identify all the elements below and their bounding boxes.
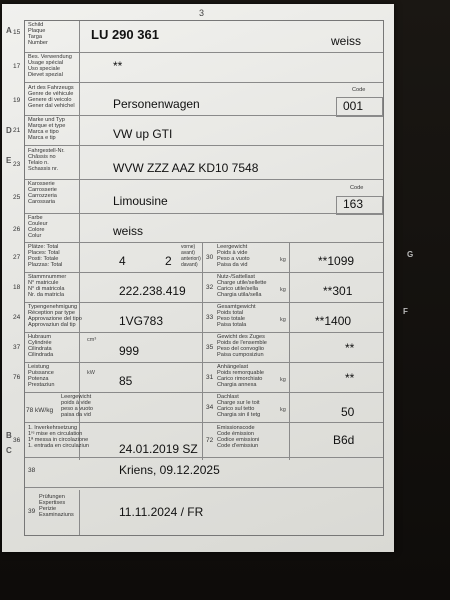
- make-model-label: Marke und Typ Marque et type Marca e tipo Marca e tip: [28, 117, 66, 141]
- seats-total: 4: [119, 254, 126, 268]
- vehicle-type-code: 001: [343, 99, 364, 113]
- unit-kg: kg: [280, 407, 286, 413]
- make-model-value: VW up GTI: [113, 127, 173, 141]
- seats-label: Plätze: Total Places: Total Posti: Totale Plazzas: Total: [28, 244, 63, 268]
- field-number: 26: [13, 226, 21, 233]
- color-label: Farbe Couleur Colore Colur: [28, 215, 48, 239]
- seats-front: 2: [165, 254, 172, 268]
- payload-label: Nutz-/Sattellast Charge utile/sellette Carico utile/sella Chargia utila/sella: [217, 274, 267, 298]
- form-grid: [13, 20, 384, 536]
- empty-weight-value: **1099: [318, 254, 355, 268]
- field-number: 36: [13, 437, 21, 444]
- roof-load-value: 50: [341, 405, 355, 419]
- unit-kw: kW: [87, 370, 95, 376]
- vehicle-type-value: Personenwagen: [113, 97, 200, 111]
- roof-load-label: Dachlast Charge sur le toit Carico sul tetto Chargia sin il tetg: [217, 394, 261, 418]
- field-number: 39: [28, 508, 36, 515]
- body-type-label: Karosserie Carrosserie Carrozzeria Carossaria: [28, 181, 57, 205]
- field-number: 35: [206, 344, 214, 351]
- field-number: 72: [206, 437, 214, 444]
- type-approval-value: 1VG783: [119, 314, 164, 328]
- field-number: 37: [13, 344, 21, 351]
- plate-color: weiss: [331, 34, 362, 48]
- field-number: 24: [13, 314, 21, 321]
- field-number: 25: [13, 194, 21, 201]
- payload-value: **301: [323, 284, 353, 298]
- color-value: weiss: [113, 224, 144, 238]
- towing-load-label: Anhängelast Poids remorquable Carico rimorchiato Chargia annexa: [217, 364, 264, 388]
- master-number-value: 222.238.419: [119, 284, 186, 298]
- field-number: 31: [206, 374, 214, 381]
- inspections-label: Prüfungen Expertises Perizie Examinaziuns: [39, 494, 74, 518]
- vehicle-type-code-label: Code: [352, 87, 366, 93]
- unit-kg: kg: [280, 317, 286, 323]
- power-weight-empty-label: Leergewicht poids à vide peso a vuoto paisa da vid: [61, 394, 94, 418]
- margin-letter-e: E: [6, 156, 12, 165]
- total-weight-value: **1400: [315, 314, 352, 328]
- train-weight-value: **: [345, 341, 355, 355]
- field-number: 15: [13, 29, 21, 36]
- displacement-value: 999: [119, 344, 140, 358]
- field-number: 21: [13, 127, 21, 134]
- plate-field-label: Schild Plaque Targa Number: [28, 22, 48, 46]
- emission-code-label: Emissionscode Code émission Codice emissioni Code d'emissiun: [217, 425, 260, 449]
- margin-letter-g: G: [407, 250, 414, 259]
- body-type-value: Limousine: [113, 194, 168, 208]
- body-type-code-label: Code: [350, 185, 364, 191]
- empty-weight-label: Leergewicht Poids à vide Peso a vuoto Paisa da vid: [217, 244, 250, 268]
- issue-place-date: Kriens, 09.12.2025: [119, 463, 220, 477]
- total-weight-label: Gesamtgewicht Poids total Peso totale Paisa totala: [217, 304, 256, 328]
- field-number: 30: [206, 254, 214, 261]
- field-number: 27: [13, 254, 21, 261]
- field-number: 33: [206, 314, 214, 321]
- vehicle-type-label: Art des Fahrzeugs Genre de véhicule Genere di veicolo Gener dal vehichel: [28, 85, 75, 109]
- field-number: 17: [13, 63, 21, 70]
- field-number: 18: [13, 284, 21, 291]
- unit-kg: kg: [280, 377, 286, 383]
- margin-letter-c: C: [6, 446, 12, 455]
- master-number-label: Stammnummer N° matricule N° di matricola Nr. da matricla: [28, 274, 67, 298]
- first-registration-label: 1. Inverkehrsetzung 1ʳᵉ mise en circulation 1ª messa in circolazione 1. entrada en circulaziun: [28, 425, 89, 449]
- unit-kg: kg: [280, 287, 286, 293]
- margin-letter-a: A: [6, 26, 12, 35]
- type-approval-label: Typengenehmigung Réception par type Approvazione del tipo Approvaziun dal tip: [28, 304, 82, 328]
- chassis-number: WVW ZZZ AAZ KD10 7548: [113, 161, 259, 175]
- field-number: 32: [206, 284, 214, 291]
- vehicle-registration-document: [2, 4, 394, 552]
- plate-number: LU 290 361: [91, 27, 159, 42]
- power-weight-ratio-label: 78 kW/kg: [26, 407, 54, 414]
- field-number: 19: [13, 97, 21, 104]
- power-value: 85: [119, 374, 133, 388]
- first-registration-value: 24.01.2019 SZ: [119, 442, 198, 456]
- emission-code-value: B6d: [333, 433, 355, 447]
- margin-letter-b: B: [6, 431, 12, 440]
- unit-cm3: cm³: [87, 337, 97, 343]
- chassis-label: Fahrgestell-Nr. Châssis no Telaio n. Schassis nr.: [28, 148, 65, 172]
- field-number: 76: [13, 374, 21, 381]
- power-label: Leistung Puissance Potenza Prestaziun: [28, 364, 55, 388]
- inspection-value: 11.11.2024 / FR: [119, 505, 204, 519]
- special-usage-label: Bes. Verwendung Usage spécial Uso speciale Dievet spezial: [28, 54, 72, 78]
- seats-front-label: vorne) avant) anteriori) davant): [181, 244, 201, 268]
- field-number: 34: [206, 404, 214, 411]
- margin-letter-f: F: [403, 307, 408, 316]
- unit-kg: kg: [280, 257, 286, 263]
- special-usage-value: **: [113, 59, 123, 73]
- field-number: 23: [13, 161, 21, 168]
- displacement-label: Hubraum Cylindrée Cilindrata Cilindrada: [28, 334, 54, 358]
- towing-load-value: **: [345, 371, 355, 385]
- train-weight-label: Gewicht des Zuges Poids de l'ensemble Peso del convoglio Paisa cumposiziun: [217, 334, 267, 358]
- page-number: 3: [199, 8, 205, 18]
- body-type-code: 163: [343, 197, 364, 211]
- field-number: 38: [28, 467, 36, 474]
- margin-letter-d: D: [6, 126, 12, 135]
